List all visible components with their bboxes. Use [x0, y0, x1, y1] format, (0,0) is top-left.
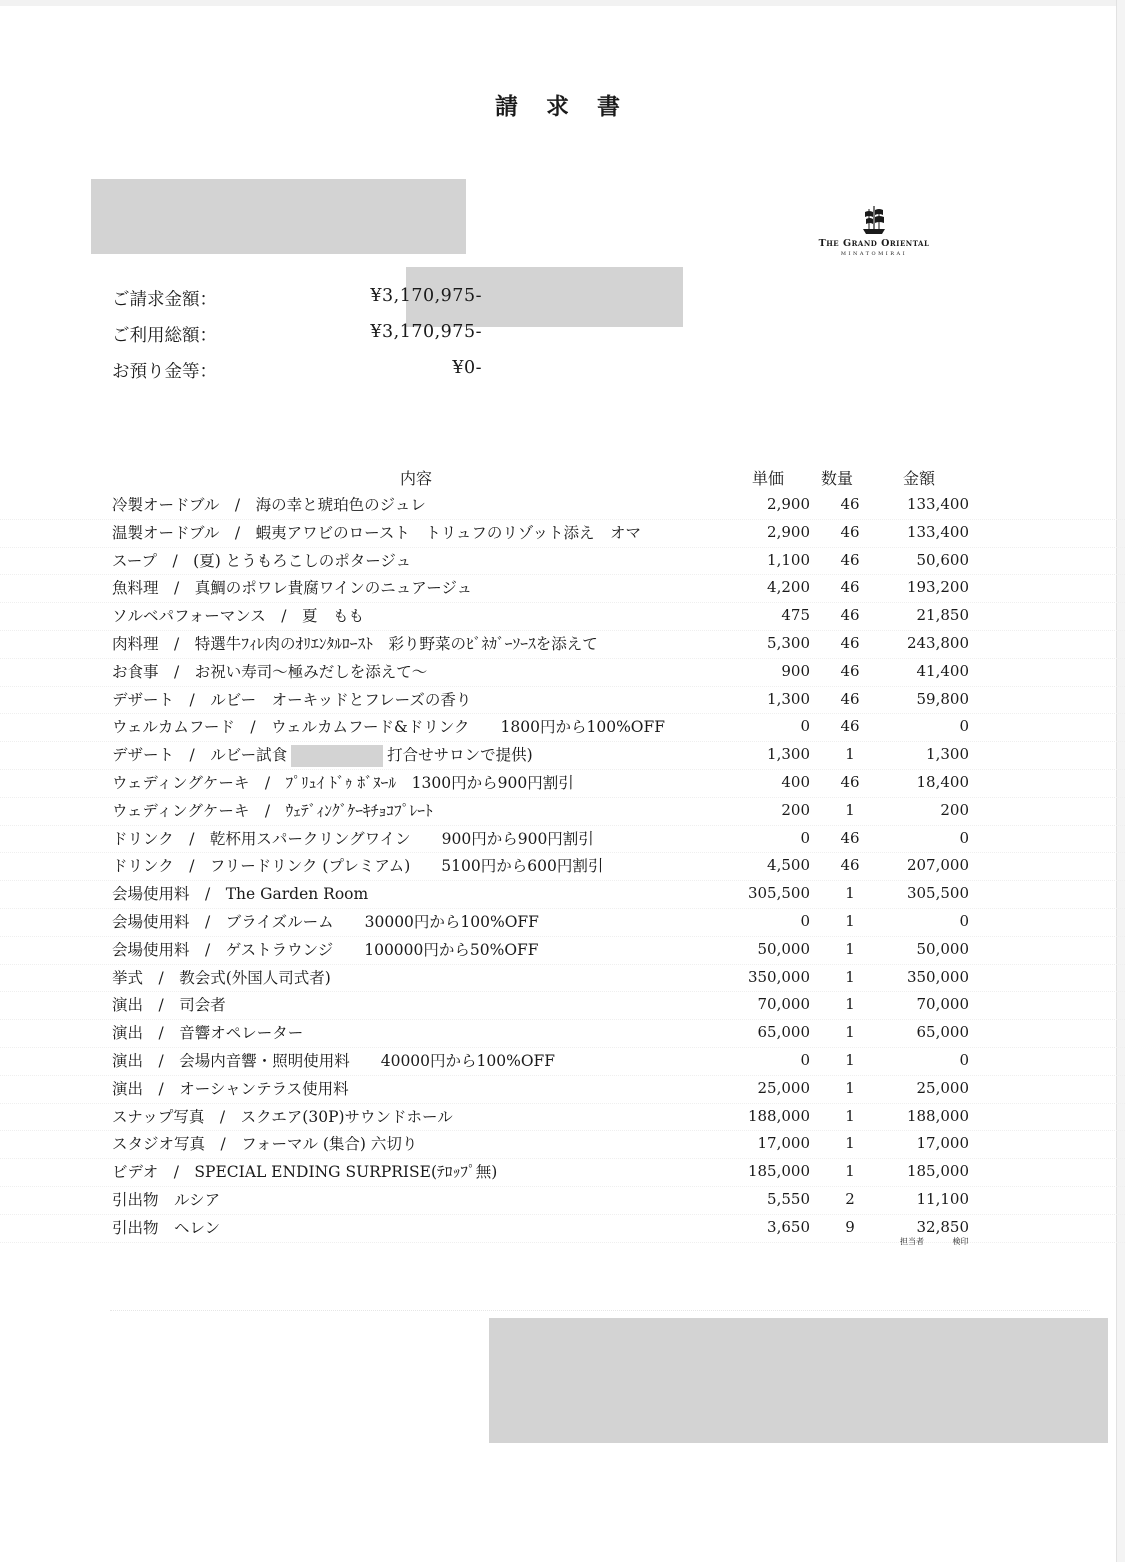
- row-description: [112, 549, 411, 571]
- row-description: [112, 493, 426, 515]
- row-amount: 207,000: [906, 856, 969, 875]
- row-amount: 18,400: [916, 772, 969, 791]
- row-description: [112, 1216, 220, 1238]
- row-amount: 193,200: [906, 578, 969, 597]
- row-quantity: 1: [845, 1050, 855, 1069]
- header-description: 内容: [400, 469, 433, 488]
- table-row: [0, 881, 1125, 909]
- row-description-text: 演出 / オーシャンテラス使用料: [112, 1079, 349, 1098]
- row-amount: 188,000: [906, 1106, 969, 1125]
- row-quantity: 1: [845, 1134, 855, 1153]
- row-description-text: デザート / ルビー オーキッドとフレーズの香り: [112, 690, 472, 709]
- row-description: [112, 715, 665, 737]
- row-amount: 243,800: [906, 633, 969, 652]
- row-amount: 1,300: [926, 745, 969, 764]
- row-amount: 0: [959, 911, 969, 930]
- row-description-text: 会場使用料 / The Garden Room: [112, 885, 369, 904]
- row-description-text: 会場使用料 / ブライズルーム 30000円から100%OFF: [112, 912, 539, 931]
- sailing-ship-icon: [861, 205, 887, 235]
- table-row: [0, 1104, 1125, 1132]
- table-row: [0, 520, 1125, 548]
- row-description-text: 挙式 / 教会式(外国人司式者): [112, 968, 331, 987]
- row-description-text: お食事 / お祝い寿司～極みだしを添えて～: [112, 662, 428, 681]
- row-quantity: 46: [840, 606, 860, 625]
- summary-label: ご利用総額：: [112, 326, 217, 346]
- row-description-text: 引出物 ルシア: [112, 1190, 221, 1209]
- row-description: [112, 799, 433, 821]
- divider: [110, 1310, 1090, 1311]
- row-unit-price: 185,000: [747, 1162, 810, 1181]
- row-amount: 70,000: [916, 995, 969, 1014]
- row-description: [112, 827, 594, 849]
- row-description-text: 演出 / 会場内音響・照明使用料 40000円から100%OFF: [112, 1051, 556, 1070]
- row-description-text: 演出 / 音響オペレーター: [112, 1024, 304, 1043]
- row-description-text: 冷製オードブル / 海の幸と琥珀色のジュレ: [112, 496, 426, 514]
- line-items-table: [0, 492, 1125, 1243]
- row-quantity: 1: [845, 1106, 855, 1125]
- table-row: [0, 1020, 1125, 1048]
- row-unit-price: 350,000: [747, 967, 810, 986]
- row-description-text: ビデオ / SPECIAL ENDING SURPRISE(ﾃﾛｯﾌﾟ無): [112, 1163, 498, 1182]
- row-unit-price: 0: [800, 1050, 810, 1069]
- row-unit-price: 400: [781, 772, 810, 791]
- row-description: [112, 882, 368, 904]
- row-description-text: ウェルカムフード / ウェルカムフード&ドリンク 1800円から100%OFF: [112, 718, 666, 737]
- row-description-text: 温製オードブル / 蝦夷アワビのロースト トリュフのリゾット添え オマ: [112, 523, 641, 542]
- row-unit-price: 2,900: [767, 522, 810, 541]
- row-amount: 17,000: [916, 1134, 969, 1153]
- row-quantity: 46: [840, 689, 860, 708]
- row-unit-price: 17,000: [757, 1134, 810, 1153]
- logo-subtitle: MINATOMIRAI: [840, 251, 908, 257]
- row-quantity: 46: [840, 661, 860, 680]
- header-unit-price: 単価: [752, 469, 785, 488]
- row-amount: 21,850: [916, 606, 969, 625]
- summary-label: ご請求金額：: [112, 290, 217, 310]
- row-description-text: ドリンク / フリードリンク (プレミアム) 5100円から600円割引: [112, 857, 604, 876]
- row-amount: 185,000: [906, 1162, 969, 1181]
- row-quantity: 46: [840, 856, 860, 875]
- row-description: [112, 1049, 555, 1071]
- header-amount: 金額: [903, 469, 936, 488]
- row-unit-price: 4,200: [767, 578, 810, 597]
- row-unit-price: 50,000: [757, 939, 810, 958]
- row-quantity: 46: [840, 550, 860, 569]
- table-row: [0, 575, 1125, 603]
- row-amount: 65,000: [916, 1023, 969, 1042]
- row-quantity: 1: [845, 1078, 855, 1097]
- row-unit-price: 5,550: [767, 1189, 810, 1208]
- row-amount: 41,400: [916, 661, 969, 680]
- summary-value: ¥3,170,975-: [370, 286, 482, 306]
- row-quantity: 46: [840, 828, 860, 847]
- row-unit-price: 0: [800, 828, 810, 847]
- row-amount: 50,600: [916, 550, 969, 569]
- row-unit-price: 1,300: [767, 689, 810, 708]
- table-row: [0, 631, 1125, 659]
- row-amount: 59,800: [916, 689, 969, 708]
- row-amount: 11,100: [916, 1189, 969, 1208]
- row-quantity: 46: [840, 772, 860, 791]
- row-quantity: 2: [845, 1189, 855, 1208]
- row-unit-price: 3,650: [767, 1217, 810, 1236]
- row-unit-price: 1,100: [767, 550, 810, 569]
- hotel-logo: [810, 205, 938, 257]
- row-description: [112, 1188, 220, 1210]
- row-description-text: ソルベパフォーマンス / 夏 もも: [112, 607, 364, 626]
- row-amount: 133,400: [906, 522, 969, 541]
- table-row: [0, 798, 1125, 826]
- row-quantity: 46: [840, 495, 860, 513]
- row-description-text: ウェディングケーキ / ﾌﾟﾘｭｲ ﾄﾞｩ ﾎﾞﾇｰﾙ 1300円から900円割引: [112, 773, 574, 792]
- table-row: [0, 548, 1125, 576]
- row-description-text: 魚料理 / 真鯛のポワレ貴腐ワインのニュアージュ: [112, 579, 473, 598]
- row-amount: 0: [959, 1050, 969, 1069]
- summary-label: お預り金等：: [112, 362, 217, 382]
- table-row: [0, 965, 1125, 993]
- redacted-recipient-block: [91, 179, 466, 254]
- table-row: [0, 937, 1125, 965]
- row-quantity: 1: [845, 800, 855, 819]
- redacted-inline-text: [291, 745, 383, 767]
- header-quantity: 数量: [821, 469, 854, 488]
- row-description: [112, 993, 226, 1015]
- row-unit-price: 188,000: [747, 1106, 810, 1125]
- row-unit-price: 0: [800, 717, 810, 736]
- row-quantity: 1: [845, 995, 855, 1014]
- table-row: [0, 853, 1125, 881]
- row-unit-price: 0: [800, 911, 810, 930]
- row-unit-price: 70,000: [757, 995, 810, 1014]
- row-quantity: 9: [845, 1217, 855, 1236]
- table-row: [0, 1048, 1125, 1076]
- row-amount: 25,000: [916, 1078, 969, 1097]
- redacted-footer-block: [489, 1318, 1108, 1443]
- row-description: [112, 604, 364, 626]
- row-description: [112, 1160, 497, 1182]
- row-description-text: デザート / ルビー試食: [112, 746, 288, 765]
- row-description-text: スナップ写真 / スクエア(30P)サウンドホール: [112, 1107, 453, 1126]
- row-description-text: ドリンク / 乾杯用スパークリングワイン 900円から900円割引: [112, 829, 594, 848]
- row-amount: 200: [940, 800, 969, 819]
- row-description-text: 肉料理 / 特選牛ﾌｨﾚ肉のｵﾘｴﾝﾀﾙﾛｰｽﾄ 彩り野菜のﾋﾞﾈｶﾞｰｿｰｽを添えて: [112, 634, 598, 653]
- row-unit-price: 900: [781, 661, 810, 680]
- row-description: [112, 1077, 349, 1099]
- row-quantity: 1: [845, 967, 855, 986]
- row-amount: 305,500: [906, 884, 969, 903]
- row-description: [112, 854, 603, 876]
- row-description: [112, 688, 471, 710]
- row-description-text: 引出物 ヘレン: [112, 1218, 221, 1237]
- scan-edge-top: [0, 0, 1125, 6]
- row-quantity: 1: [845, 939, 855, 958]
- stamp-label-inspection: 検印: [952, 1237, 969, 1246]
- row-unit-price: 305,500: [747, 884, 810, 903]
- row-amount: 50,000: [916, 939, 969, 958]
- row-description: [112, 910, 539, 932]
- row-amount: 32,850: [916, 1217, 969, 1236]
- row-quantity: 46: [840, 578, 860, 597]
- table-row: [0, 909, 1125, 937]
- table-row: [0, 1187, 1125, 1215]
- table-row: [0, 770, 1125, 798]
- stamp-label-person-in-charge: 担当者: [900, 1237, 924, 1246]
- row-description-suffix: 打合せサロンで提供): [387, 746, 533, 765]
- row-amount: 133,400: [906, 495, 969, 513]
- table-row: [0, 1131, 1125, 1159]
- row-description-text: スタジオ写真 / フォーマル (集合) 六切り: [112, 1135, 418, 1154]
- summary-value: ¥0-: [452, 358, 482, 378]
- row-unit-price: 475: [781, 606, 810, 625]
- table-row: [0, 603, 1125, 631]
- row-description: [112, 1105, 453, 1127]
- row-description: [112, 1132, 417, 1154]
- table-row: [0, 826, 1125, 854]
- row-description: [112, 521, 641, 543]
- row-quantity: 46: [840, 522, 860, 541]
- row-unit-price: 65,000: [757, 1023, 810, 1042]
- row-description-text: ウェディングケーキ / ｳｪﾃﾞｨﾝｸﾞｹｰｷﾁｮｺﾌﾟﾚｰﾄ: [112, 801, 433, 820]
- row-unit-price: 4,500: [767, 856, 810, 875]
- table-row: [0, 687, 1125, 715]
- row-quantity: 1: [845, 884, 855, 903]
- row-quantity: 1: [845, 911, 855, 930]
- row-unit-price: 200: [781, 800, 810, 819]
- row-quantity: 1: [845, 745, 855, 764]
- logo-hotel-name: The Grand Oriental: [818, 238, 930, 249]
- row-amount: 0: [959, 828, 969, 847]
- row-description-text: 会場使用料 / ゲストラウンジ 100000円から50%OFF: [112, 940, 539, 959]
- table-row: [0, 742, 1125, 770]
- row-description: [112, 1021, 303, 1043]
- row-description: [112, 966, 331, 988]
- row-amount: 350,000: [906, 967, 969, 986]
- row-quantity: 46: [840, 633, 860, 652]
- row-unit-price: 2,900: [767, 495, 810, 513]
- table-row: [0, 1159, 1125, 1187]
- table-row: [0, 992, 1125, 1020]
- row-description-text: 演出 / 司会者: [112, 996, 226, 1015]
- row-amount: 0: [959, 717, 969, 736]
- row-quantity: 46: [840, 717, 860, 736]
- row-description-text: スープ / (夏) とうもろこしのポタージュ: [112, 551, 412, 570]
- row-description: [112, 660, 427, 682]
- row-description: [112, 632, 598, 654]
- row-quantity: 1: [845, 1023, 855, 1042]
- row-unit-price: 25,000: [757, 1078, 810, 1097]
- row-description: [112, 938, 539, 960]
- summary-value: ¥3,170,975-: [370, 322, 482, 342]
- table-row: [0, 714, 1125, 742]
- table-row: [0, 492, 1125, 520]
- approval-stamps: [900, 1236, 995, 1247]
- row-description: [112, 771, 574, 793]
- row-quantity: 1: [845, 1162, 855, 1181]
- row-unit-price: 1,300: [767, 745, 810, 764]
- table-row: [0, 659, 1125, 687]
- document-title: 請 求 書: [494, 93, 630, 120]
- table-row: [0, 1076, 1125, 1104]
- row-unit-price: 5,300: [767, 633, 810, 652]
- row-description: [112, 743, 533, 767]
- row-description: [112, 576, 472, 598]
